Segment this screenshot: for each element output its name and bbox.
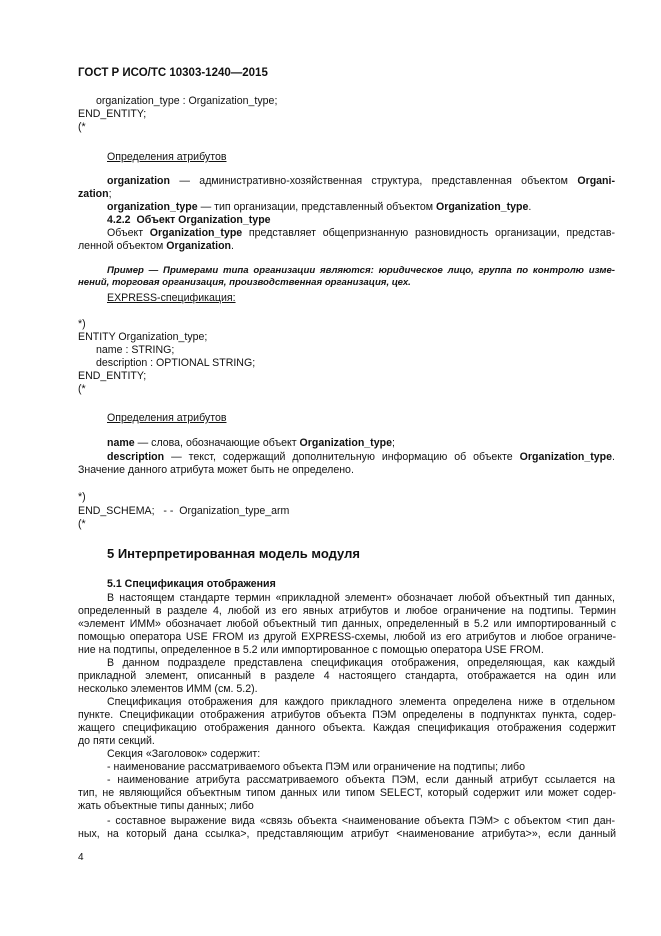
paragraph-line: «элемент ИММ» обозначает любой объектный тип данных, определенный в 5.2 или импортированный с <box>78 618 616 630</box>
attr-organization-line1: organization — административно-хозяйственная структура, представленная объектом Organi- <box>107 175 615 187</box>
list-item: - составное выражение вида «связь объекта <наименование объекта ПЭМ> с объектом <тип дан- <box>107 815 615 827</box>
example-line1: Пример — Примерами типа организации являются: юридическое лицо, группа по контролю изме- <box>107 265 615 276</box>
paragraph-line: ние на подтипы, определенное в 5.2 или импортированное с помощью оператора USE FROM. <box>78 644 544 656</box>
example-line2: нений, торговая организация, производственная организация, цех. <box>78 277 411 288</box>
subsection-heading: 5.1 Спецификация отображения <box>107 578 276 590</box>
list-item: тип, не являющийся объектным типом данных или типом SELECT, который содержит или может содер- <box>78 787 616 799</box>
paragraph-line: Спецификация отображения для каждого прикладного элемента определена ниже в отдельном <box>107 696 615 708</box>
paragraph-line: помощью оператора USE FROM из другой EXPRESS-схемы, любой из его атрибутов и любое ограниче- <box>78 631 616 643</box>
code-line: ENTITY Organization_type; <box>78 331 208 343</box>
attr-description-line1: description — текст, содержащий дополнительную информацию об объекте Organization_type. <box>107 451 615 463</box>
code-line: END_SCHEMA; - - Organization_type_arm <box>78 505 290 517</box>
list-item: ных, на который дана ссылка>, представляющим атрибут <наименование атрибута>», если данный <box>78 828 616 840</box>
attr-description-line2: Значение данного атрибута может быть не определено. <box>78 464 354 476</box>
paragraph-line: пункте. Спецификации отображения атрибутов объекта ПЭМ определены в подпунктах пункта, содер- <box>78 709 616 721</box>
attributes-heading: Определения атрибутов <box>107 151 227 163</box>
attributes-heading: Определения атрибутов <box>107 412 227 424</box>
object-description-line2: ленной объектом Organization. <box>78 240 234 252</box>
section-heading: 5 Интерпретированная модель модуля <box>107 546 360 561</box>
attr-organization-type: organization_type — тип организации, представленный объектом Organization_type. <box>107 201 532 213</box>
code-line: END_ENTITY; <box>78 108 147 120</box>
code-line: (* <box>78 518 86 530</box>
attr-name: name — слова, обозначающие объект Organization_type; <box>107 437 395 449</box>
paragraph-line: жащего спецификацию отображения данного объекта. Каждая спецификация отображения содержит <box>78 722 616 734</box>
paragraph-line: В данном подразделе представлена спецификация отображения, определяющая, как каждый <box>107 657 615 669</box>
paragraph-line: В настоящем стандарте термин «прикладной элемент» обозначает любой объектный тип данных, <box>107 592 615 604</box>
code-line: description : OPTIONAL STRING; <box>96 357 256 369</box>
object-description-line1: Объект Organization_type представляет общепризнанную разновидность организации, представ- <box>107 227 615 239</box>
paragraph-line: до пяти секций. <box>78 735 155 747</box>
code-line: organization_type : Organization_type; <box>96 95 278 107</box>
code-line: (* <box>78 383 86 395</box>
document-header: ГОСТ Р ИСО/ТС 10303-1240—2015 <box>78 67 268 79</box>
express-spec-heading: EXPRESS-спецификация: <box>107 292 236 304</box>
attr-organization-line2: zation; <box>78 188 112 200</box>
list-item: - наименование рассматриваемого объекта ПЭМ или ограничение на подтипы; либо <box>107 761 526 773</box>
code-line: name : STRING; <box>96 344 175 356</box>
paragraph-line: определенный в разделе 4, любой из его явных атрибутов и любое ограничение на подтипы. Термин <box>78 605 616 617</box>
paragraph-line: Секция «Заголовок» содержит: <box>107 748 261 760</box>
code-line: END_ENTITY; <box>78 370 147 382</box>
subsection-heading: 4.2.2 Объект Organization_type <box>107 214 271 226</box>
code-line: (* <box>78 121 86 133</box>
list-item: жать объектные типы данных; либо <box>78 800 254 812</box>
code-line: *) <box>78 491 86 503</box>
page-number: 4 <box>78 852 84 863</box>
paragraph-line: несколько элементов ИММ (см. 5.2). <box>78 683 258 695</box>
list-item: - наименование атрибута рассматриваемого объекта ПЭМ, если данный атрибут ссылается на <box>107 774 615 786</box>
paragraph-line: прикладной элемент, описанный в разделе 4 настоящего стандарта, отображается на один или <box>78 670 616 682</box>
code-line: *) <box>78 318 86 330</box>
